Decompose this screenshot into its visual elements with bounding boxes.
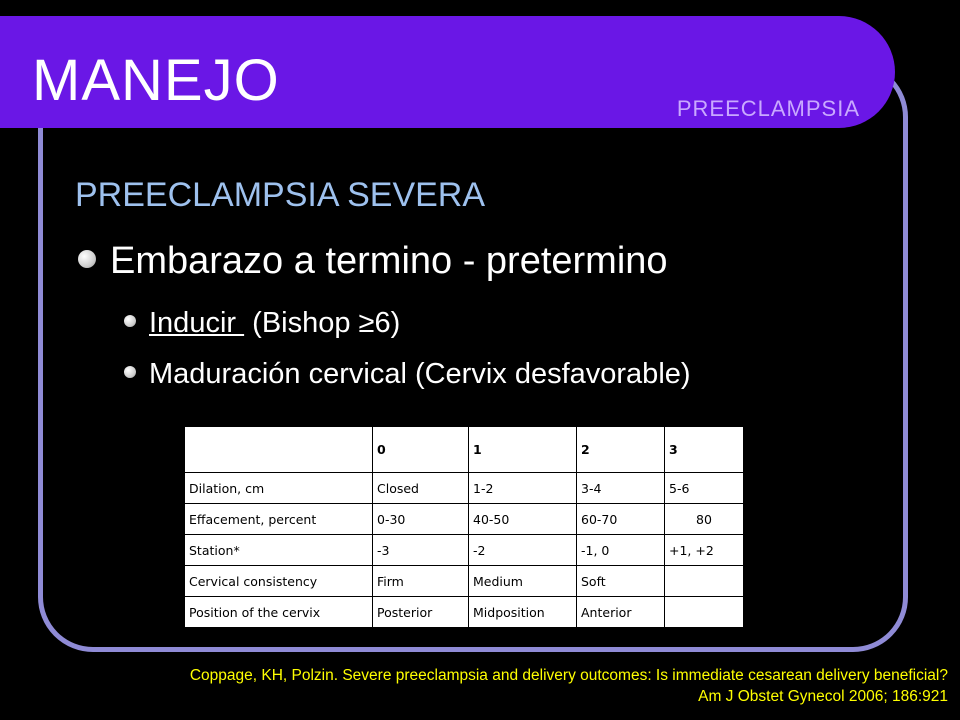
slide-subtitle: PREECLAMPSIA: [676, 96, 860, 121]
subbullet-underlined-text: Inducir: [149, 307, 245, 339]
table-cell: [665, 566, 744, 597]
citation-line: Coppage, KH, Polzin. Severe preeclampsia and delivery outcomes: Is immediate cesarean delivery beneficial?: [189, 667, 948, 684]
table-cell: Cervical consistency: [185, 566, 373, 597]
bullet-dot-icon: [124, 366, 136, 378]
table-cell: Medium: [469, 566, 577, 597]
table-cell: Posterior: [373, 597, 469, 628]
table-cell: Station*: [185, 535, 373, 566]
table-cell: 5-6: [665, 473, 744, 504]
table-cell: Dilation, cm: [185, 473, 373, 504]
table-row: [185, 535, 744, 566]
subbullet-item-inducir: [124, 309, 400, 338]
table-cell: 3-4: [577, 473, 665, 504]
table-cell: Effacement, percent: [185, 504, 373, 535]
table-header-cell: [185, 427, 373, 473]
table-cell: 1-2: [469, 473, 577, 504]
bullet-item: [78, 242, 668, 280]
bullet-text: Embarazo a termino - pretermino: [110, 240, 668, 282]
section-heading: PREECLAMPSIA SEVERA: [75, 176, 486, 214]
table-row: [185, 504, 744, 535]
table-cell: Firm: [373, 566, 469, 597]
table-cell: +1, +2: [665, 535, 744, 566]
table-cell: 80: [665, 504, 744, 535]
table-cell: 40-50: [469, 504, 577, 535]
table-header-cell: 2: [577, 427, 665, 473]
table-cell: [665, 597, 744, 628]
table-cell: Anterior: [577, 597, 665, 628]
subbullet-text: Maduración cervical (Cervix desfavorable): [149, 358, 691, 390]
table-header-cell: 1: [469, 427, 577, 473]
table-cell: 60-70: [577, 504, 665, 535]
table-row: [185, 597, 744, 628]
table-cell: -2: [469, 535, 577, 566]
citation-line: Am J Obstet Gynecol 2006; 186:921: [698, 687, 948, 705]
table-row: [185, 473, 744, 504]
table-cell: Soft: [577, 566, 665, 597]
table-cell: Position of the cervix: [185, 597, 373, 628]
bishop-score-table: [184, 426, 744, 628]
citation: [190, 666, 948, 708]
bullet-dot-icon: [124, 315, 136, 327]
table-cell: Closed: [373, 473, 469, 504]
table-header-row: [185, 427, 744, 473]
table-cell: Midposition: [469, 597, 577, 628]
slide-title: MANEJO: [32, 48, 280, 113]
subbullet-text: (Bishop ≥6): [244, 307, 401, 339]
table-cell: -1, 0: [577, 535, 665, 566]
bullet-dot-icon: [78, 250, 96, 268]
table-row: [185, 566, 744, 597]
table-cell: 0-30: [373, 504, 469, 535]
table-header-cell: 3: [665, 427, 744, 473]
table-header-cell: 0: [373, 427, 469, 473]
table-cell: -3: [373, 535, 469, 566]
subbullet-item-maduracion: [124, 360, 691, 389]
